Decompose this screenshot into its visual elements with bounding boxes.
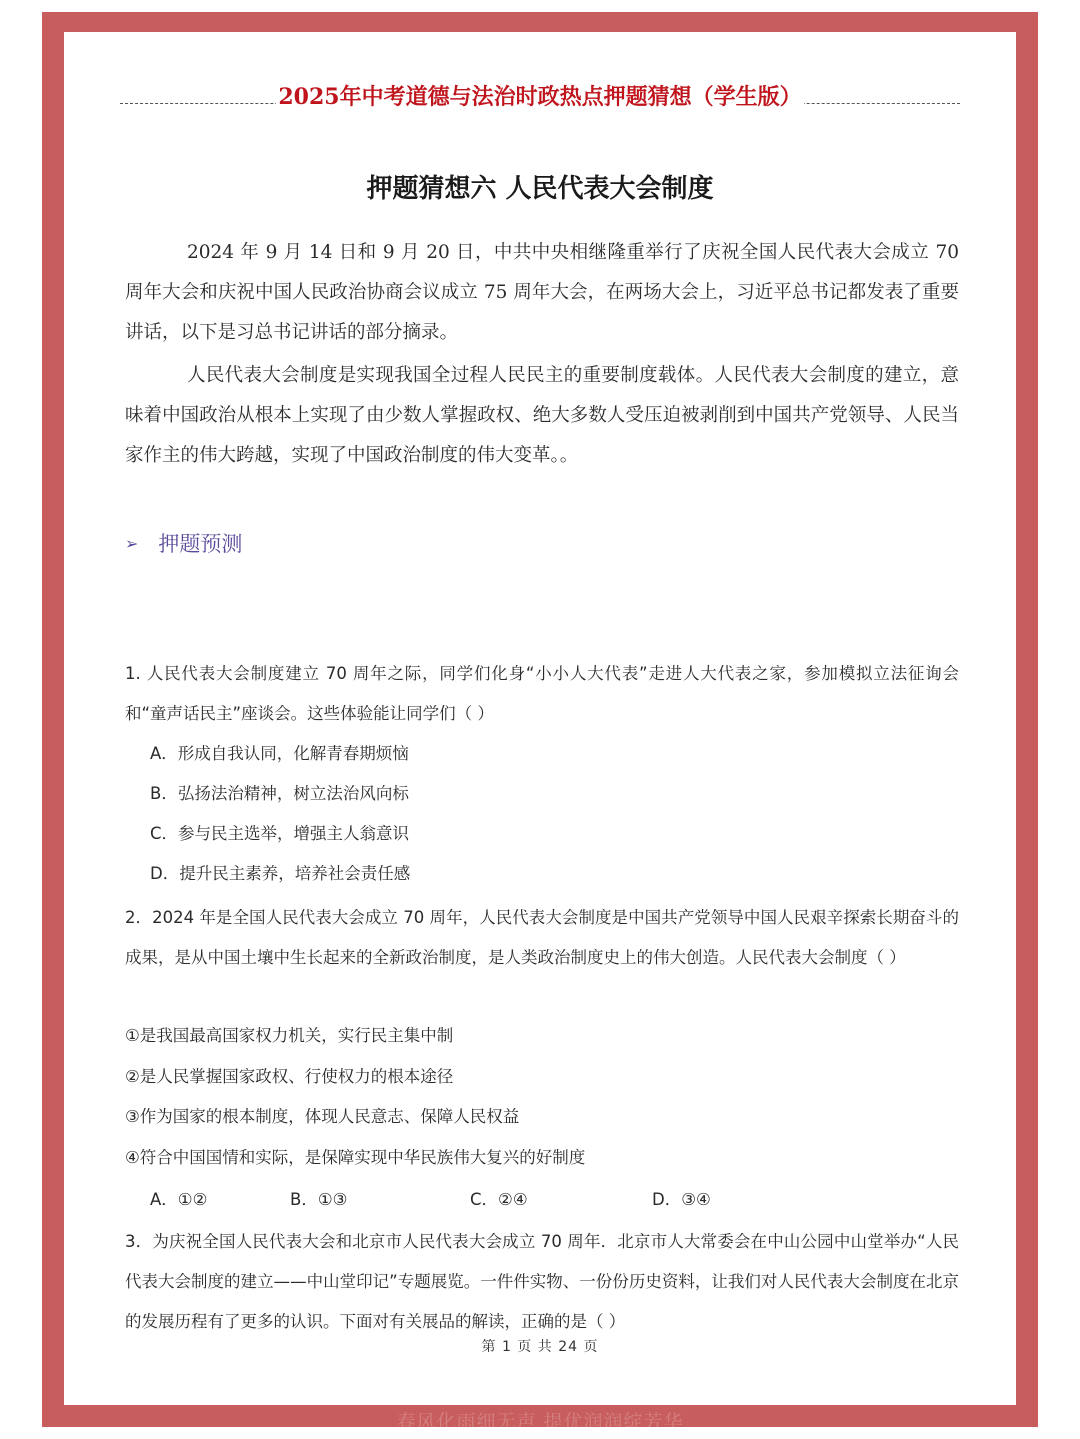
question-1-option-c: C．参与民主选举，增强主人翁意识 (150, 824, 410, 843)
question-2-statement-1: ①是我国最高国家权力机关，实行民主集中制 (125, 1026, 454, 1045)
question-2-statement-3: ③作为国家的根本制度，体现人民意志、保障人民权益 (125, 1107, 520, 1126)
document-title: 押题猜想六 人民代表大会制度 (366, 174, 714, 204)
question-2-statement-2: ②是人民掌握国家政权、行使权力的根本途径 (125, 1067, 454, 1086)
question-2-option-b: B．①③ (290, 1190, 348, 1209)
question-2-option-c: C．②④ (470, 1190, 528, 1209)
section-heading (125, 528, 242, 558)
question-1-stem: 1. 人民代表大会制度建立 70 周年之际，同学们化身“小小人大代表”走进人大代表之家，参加模拟立法征询会和“童声话民主”座谈会。这些体验能让同学们（ ） (125, 664, 959, 723)
intro-paragraph-2: 人民代表大会制度是实现我国全过程人民民主的重要制度载体。人民代表大会制度的建立，意味着中国政治从根本上实现了由少数人掌握政权、绝大多数人受压迫被剥削到中国共产党领导、人民当家作主的伟大跨越，实现了中国政治制度的伟大变革。。 (125, 365, 959, 466)
running-header (0, 80, 1080, 111)
intro-paragraph-1: 2024 年 9 月 14 日和 9 月 20 日，中共中央相继隆重举行了庆祝全国人民代表大会成立 70 周年大会和庆祝中国人民政治协商会议成立 75 周年大会，在两场大会上，习近平总书记都发表了重要讲话，以下是习总书记讲话的部分摘录。 (125, 242, 959, 343)
question-2-option-a: A．①② (150, 1190, 208, 1209)
question-2-stem: 2．2024 年是全国人民代表大会成立 70 周年，人民代表大会制度是中国共产党领导中国人民艰辛探索长期奋斗的成果，是从中国土壤中生长起来的全新政治制度，是人类政治制度史上的伟大创造。人民代表大会制度（ ） (125, 908, 959, 967)
page-number-footer: 第 1 页 共 24 页 (481, 1339, 599, 1355)
arrow-bullet-icon: ➢ (125, 533, 139, 553)
question-3-stem: 3．为庆祝全国人民代表大会和北京市人民代表大会成立 70 周年．北京市人大常委会在中山公园中山堂举办“人民代表大会制度的建立——中山堂印记”专题展览。一件件实物、一份份历史资料，让我们对人民代表大会制度在北京的发展历程有了更多的认识。下面对有关展品的解读，正确的是（ ） (125, 1232, 959, 1331)
watermark-text: 春风化雨细无声 提优润润绽芳华 (396, 1411, 684, 1433)
question-2-statement-4: ④符合中国国情和实际，是保障实现中华民族伟大复兴的好制度 (125, 1148, 586, 1167)
question-1-option-a: A．形成自我认同，化解青春期烦恼 (150, 744, 409, 763)
question-1-option-b: B．弘扬法治精神，树立法治风向标 (150, 784, 409, 803)
question-2-option-d: D．③④ (652, 1190, 711, 1209)
running-header-text: 2025年中考道德与法治时政热点押题猜想（学生版） (278, 84, 802, 110)
section-heading-label: 押题预测 (158, 532, 243, 556)
question-1-option-d: D．提升民主素养，培养社会责任感 (150, 864, 411, 883)
